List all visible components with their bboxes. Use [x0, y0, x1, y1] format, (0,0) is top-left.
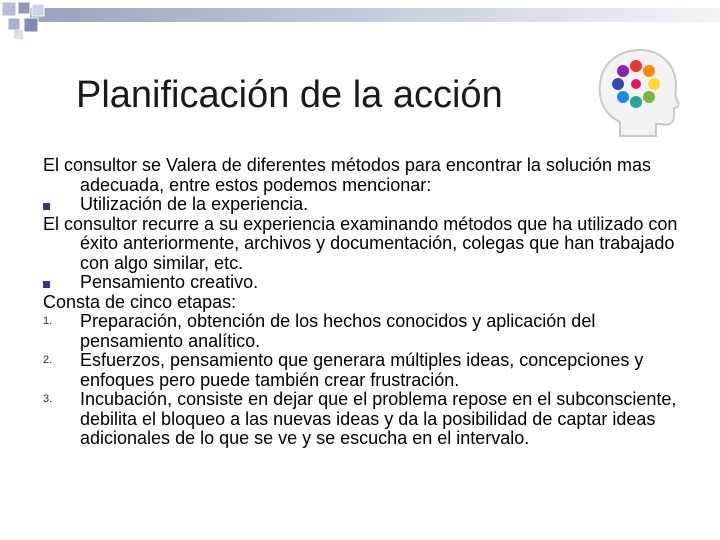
header-decoration [0, 0, 720, 40]
bullet-square-icon [43, 195, 80, 215]
bullet-square-icon [43, 273, 80, 293]
slide-body [43, 156, 693, 449]
bullet-item: Pensamiento creativo. [43, 273, 693, 293]
list-number: 1. [43, 315, 53, 327]
paragraph: El consultor se Valera de diferentes métodos para encontrar la solución mas adecuada, entre estos podemos mencionar: [43, 155, 651, 195]
list-number: 2. [43, 354, 53, 366]
paragraph: El consultor recurre a su experiencia examinando métodos que ha utilizado con éxito anteriormente, archivos y documentación, colegas que han trabajado con algo similar, etc. [43, 213, 678, 273]
slide-title: Planificación de la acción [76, 74, 503, 116]
bullet-item: Utilización de la experiencia. [43, 195, 693, 215]
paragraph: Consta de cinco etapas: [43, 291, 237, 312]
numbered-item: 2. Esfuerzos, pensamiento que generara múltiples ideas, concepciones y enfoques pero puede también crear frustración. [43, 350, 644, 390]
list-number: 3. [43, 393, 53, 405]
brain-head-logo [590, 44, 684, 144]
numbered-item: 1. Preparación, obtención de los hechos conocidos y aplicación del pensamiento analítico. [43, 311, 596, 351]
numbered-item: 3. Incubación, consiste en dejar que el problema repose en el subconsciente, debilita el bloqueo a las nuevas ideas y da la posibilidad de captar ideas adicionales de lo que se ve y se escucha en el intervalo. [43, 389, 677, 448]
